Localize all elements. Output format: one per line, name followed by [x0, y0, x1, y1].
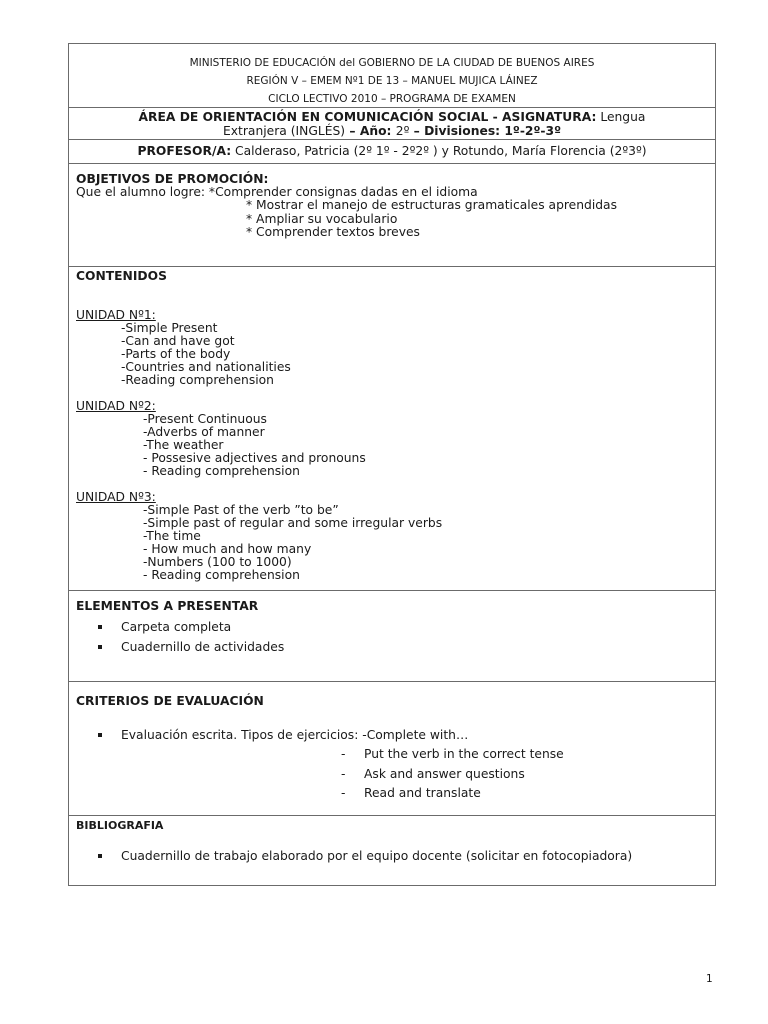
elements-section	[68, 591, 716, 682]
unit-item: - Reading comprehension	[143, 464, 300, 478]
unit-item: -Numbers (100 to 1000)	[143, 555, 292, 569]
unit-item: - Possesive adjectives and pronouns	[143, 451, 366, 465]
contents-title: CONTENIDOS	[76, 269, 167, 283]
objective-item: * Comprender textos breves	[246, 224, 420, 239]
criteria-subitem: - Ask and answer questions	[76, 765, 715, 785]
unit-item: -Present Continuous	[143, 412, 267, 426]
objectives-title: OBJETIVOS DE PROMOCIÓN:	[76, 172, 269, 186]
exam-program-table	[68, 43, 716, 886]
criteria-title: CRITERIOS DE EVALUACIÓN	[76, 694, 264, 708]
unit-item: - Reading comprehension	[143, 568, 300, 582]
criteria-section	[68, 682, 716, 816]
unit-title: UNIDAD Nº1:	[76, 308, 156, 322]
criteria-main-item: Evaluación escrita. Tipos de ejercicios: -Complete with…	[76, 725, 715, 745]
unit-item: -The weather	[143, 438, 224, 452]
element-item: Carpeta completa	[76, 617, 715, 637]
element-item: Cuadernillo de actividades	[76, 637, 715, 657]
contents-section	[68, 267, 716, 591]
unit-item: -Simple Past of the verb ”to be”	[143, 503, 339, 517]
professor-label: PROFESOR/A:	[137, 144, 232, 158]
elements-title: ELEMENTOS A PRESENTAR	[76, 599, 259, 613]
area-label: ÁREA DE ORIENTACIÓN EN COMUNICACIÓN SOCIAL - ASIGNATURA:	[138, 110, 597, 124]
bibliography-title: BIBLIOGRAFIA	[76, 819, 164, 832]
objective-item: * Ampliar su vocabulario	[246, 211, 398, 226]
unit-item: - How much and how many	[143, 542, 312, 556]
region-line: REGIÓN V – EMEM Nº1 DE 13 – MANUEL MUJICA LÁINEZ	[246, 75, 538, 87]
unit-item: -Adverbs of manner	[143, 425, 265, 439]
ministry-line: MINISTERIO DE EDUCACIÓN del GOBIERNO DE LA CIUDAD DE BUENOS AIRES	[189, 57, 595, 69]
unit-item: -Reading comprehension	[121, 373, 274, 387]
header-section	[68, 43, 716, 108]
unit-item: -Parts of the body	[121, 347, 231, 361]
criteria-subitem: - Put the verb in the correct tense	[76, 745, 715, 765]
year-label: – Año:	[345, 123, 396, 138]
page-number: 1	[706, 973, 713, 985]
objectives-intro: Que el alumno logre: *Comprender consignas dadas en el idioma	[76, 185, 478, 200]
cycle-line: CICLO LECTIVO 2010 – PROGRAMA DE EXAMEN	[268, 93, 516, 105]
unit-item: -Can and have got	[121, 334, 235, 348]
unit-title: UNIDAD Nº3:	[76, 490, 156, 504]
bibliography-section	[68, 816, 716, 886]
professor-section	[68, 140, 716, 164]
divisions-label: – Divisiones: 1º-2º-3º	[409, 123, 562, 138]
objective-item: * Mostrar el manejo de estructuras gramaticales aprendidas	[246, 198, 617, 213]
subject-part1: Lengua	[596, 110, 646, 124]
area-section	[68, 108, 716, 140]
bibliography-item: Cuadernillo de trabajo elaborado por el equipo docente (solicitar en fotocopiadora)	[76, 846, 715, 866]
subject-part2: Extranjera (INGLÉS)	[222, 123, 346, 138]
objectives-section	[68, 164, 716, 267]
criteria-subitem: - Read and translate	[76, 784, 715, 804]
unit-item: -Countries and nationalities	[121, 360, 291, 374]
unit-title: UNIDAD Nº2:	[76, 399, 156, 413]
unit-item: -The time	[143, 529, 201, 543]
unit-item: -Simple Present	[121, 321, 218, 335]
unit-item: -Simple past of regular and some irregular verbs	[143, 516, 443, 530]
professor-value: Calderaso, Patricia (2º 1º - 2º2º ) y Rotundo, María Florencia (2º3º)	[231, 144, 647, 158]
year-value: 2º	[395, 123, 410, 138]
